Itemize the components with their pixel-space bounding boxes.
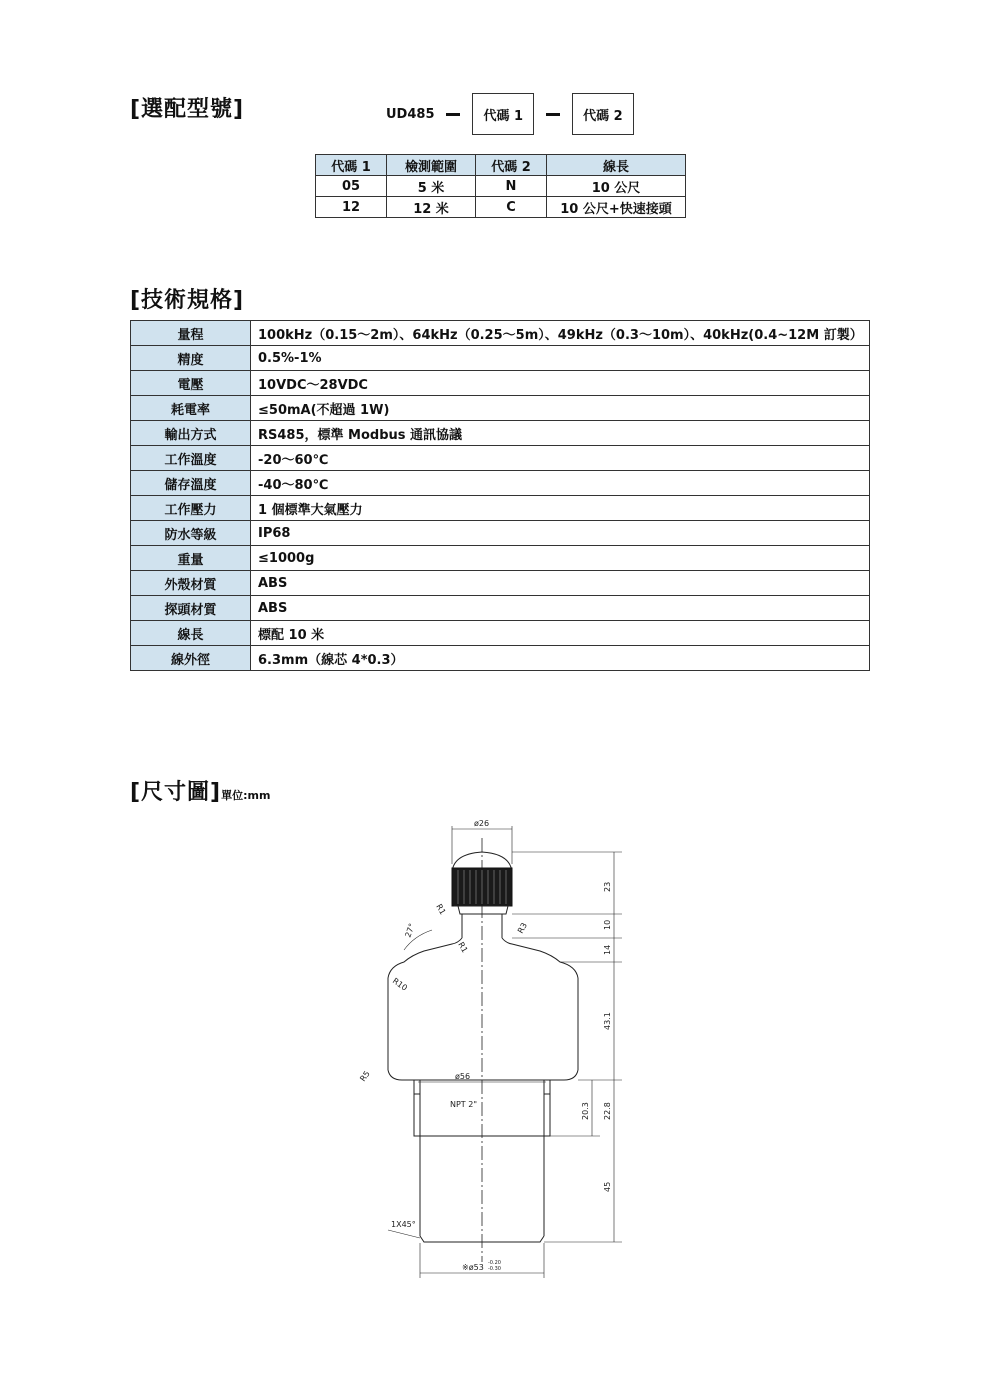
spec-value: 標配 10 米 — [251, 621, 870, 646]
spec-value: 100kHz（0.15～2m）、64kHz（0.25～5m）、49kHz（0.3～10m）、40kHz(0.4~12M 訂製） — [251, 321, 870, 346]
spec-value: 10VDC～28VDC — [251, 371, 870, 396]
dim-23: 23 — [603, 881, 612, 892]
radius-r1b: R1 — [456, 940, 470, 955]
spec-row — [131, 346, 870, 371]
spec-table — [130, 320, 870, 671]
tol-lower: -0.30 — [488, 1266, 501, 1272]
dim-d-mid: ø56 — [455, 1072, 471, 1081]
spec-row — [131, 496, 870, 521]
dash-separator — [446, 113, 460, 116]
header-cell: 代碼 1 — [316, 155, 387, 176]
spec-key: 輸出方式 — [131, 421, 251, 446]
spec-key: 外殼材質 — [131, 571, 251, 596]
table-cell: 10 公尺 — [547, 176, 686, 197]
spec-key: 精度 — [131, 346, 251, 371]
spec-key: 線長 — [131, 621, 251, 646]
spec-value: ≤50mA(不超過 1W) — [251, 396, 870, 421]
table-cell: 05 — [316, 176, 387, 197]
radius-r5: R5 — [358, 1069, 372, 1084]
dim-10: 10 — [603, 919, 612, 930]
radius-r1a: R1 — [434, 902, 448, 917]
radius-r3: R3 — [515, 921, 530, 935]
angle-label: 27° — [403, 922, 417, 939]
spec-key: 防水等級 — [131, 521, 251, 546]
spec-key: 線外徑 — [131, 646, 251, 671]
spec-value: ≤1000g — [251, 546, 870, 571]
table-cell: 10 公尺+快速接頭 — [547, 197, 686, 218]
spec-value: -40～80℃ — [251, 471, 870, 496]
table-row — [316, 176, 686, 197]
table-cell: 5 米 — [387, 176, 476, 197]
dim-14: 14 — [603, 944, 612, 955]
table-row — [316, 197, 686, 218]
spec-row — [131, 471, 870, 496]
spec-value: RS485，標準 Modbus 通訊協議 — [251, 421, 870, 446]
header-cell: 線長 — [547, 155, 686, 176]
model-prefix: UD485 — [386, 106, 435, 122]
spec-row — [131, 571, 870, 596]
spec-row — [131, 646, 870, 671]
spec-row — [131, 621, 870, 646]
code-table — [315, 154, 686, 218]
model-code — [386, 93, 634, 135]
tol-upper: -0.20 — [488, 1260, 501, 1266]
spec-key: 電壓 — [131, 371, 251, 396]
table-cell: 12 — [316, 197, 387, 218]
spec-key: 重量 — [131, 546, 251, 571]
thread-label: NPT 2" — [450, 1100, 478, 1109]
table-cell: 12 米 — [387, 197, 476, 218]
spec-value: IP68 — [251, 521, 870, 546]
header-cell: 檢測範圍 — [387, 155, 476, 176]
radius-r10: R10 — [390, 976, 409, 993]
spec-row — [131, 446, 870, 471]
spec-row — [131, 421, 870, 446]
spec-value: -20～60℃ — [251, 446, 870, 471]
dim-43-1: 43.1 — [603, 1012, 612, 1030]
spec-key: 探頭材質 — [131, 596, 251, 621]
dimension-title: [尺寸圖] — [130, 780, 222, 805]
spec-value: 1 個標準大氣壓力 — [251, 496, 870, 521]
spec-row — [131, 371, 870, 396]
spec-key: 量程 — [131, 321, 251, 346]
dim-22-8: 22.8 — [603, 1102, 612, 1120]
spec-row — [131, 396, 870, 421]
code2-box: 代碼 2 — [572, 93, 634, 135]
spec-key: 工作溫度 — [131, 446, 251, 471]
spec-key: 耗電率 — [131, 396, 251, 421]
code1-box: 代碼 1 — [472, 93, 534, 135]
dim-d-top: ø26 — [474, 819, 490, 828]
code-table-header — [316, 155, 686, 176]
spec-section-title: [技術規格] — [130, 288, 245, 313]
dim-20-3: 20.3 — [581, 1102, 590, 1120]
spec-value: 0.5%-1% — [251, 346, 870, 371]
dim-d-bot: ※ø53 — [462, 1263, 484, 1272]
spec-value: ABS — [251, 596, 870, 621]
spec-key: 工作壓力 — [131, 496, 251, 521]
spec-key: 儲存溫度 — [131, 471, 251, 496]
dash-separator — [546, 113, 560, 116]
chamfer-label: 1X45° — [391, 1220, 416, 1229]
dimension-section-title — [130, 775, 270, 806]
spec-value: 6.3mm（線芯 4*0.3） — [251, 646, 870, 671]
spec-row — [131, 546, 870, 571]
spec-row — [131, 521, 870, 546]
dim-45: 45 — [603, 1181, 612, 1192]
spec-value: ABS — [251, 571, 870, 596]
spec-row — [131, 596, 870, 621]
spec-row — [131, 321, 870, 346]
unit-label: 單位:mm — [221, 789, 271, 802]
table-cell: N — [476, 176, 547, 197]
model-section-title: [選配型號] — [130, 97, 245, 122]
header-cell: 代碼 2 — [476, 155, 547, 176]
table-cell: C — [476, 197, 547, 218]
